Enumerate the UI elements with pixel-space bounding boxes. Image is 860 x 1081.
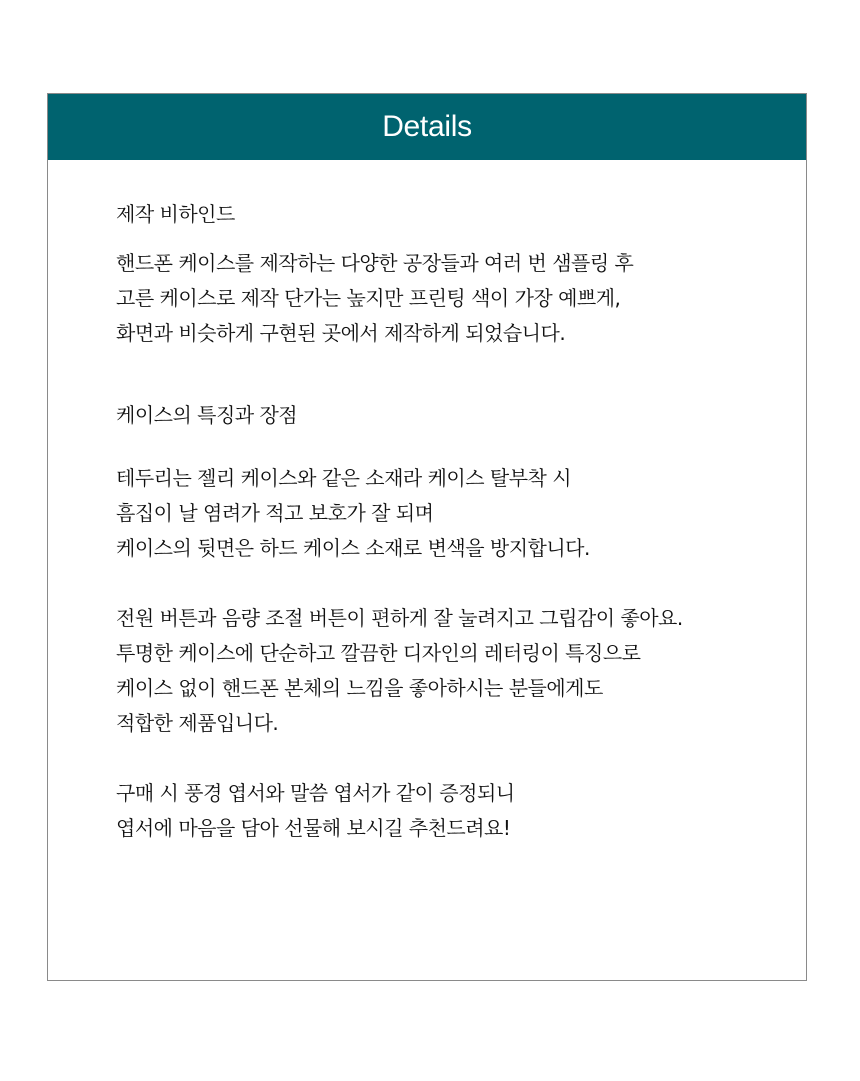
- text-line: 적합한 제품입니다.: [116, 711, 279, 735]
- text-line: 전원 버튼과 음량 조절 버튼이 편하게 잘 눌려지고 그립감이 좋아요.: [116, 606, 683, 630]
- text-line: 고른 케이스로 제작 단가는 높지만 프린팅 색이 가장 예쁘게,: [116, 286, 621, 310]
- text-line: 엽서에 마음을 담아 선물해 보시길 추천드려요!: [116, 816, 511, 840]
- features-paragraph-3: [116, 776, 806, 846]
- text-line: 케이스 없이 핸드폰 본체의 느낌을 좋아하시는 분들에게도: [116, 676, 603, 700]
- section-title-behind: 제작 비하인드: [116, 202, 235, 226]
- text-line: 핸드폰 케이스를 제작하는 다양한 공장들과 여러 번 샘플링 후: [116, 251, 634, 275]
- section-title-features: 케이스의 특징과 장점: [116, 403, 298, 427]
- text-line: 구매 시 풍경 엽서와 말씀 엽서가 같이 증정되니: [116, 781, 515, 805]
- text-line: 투명한 케이스에 단순하고 깔끔한 디자인의 레터링이 특징으로: [116, 641, 641, 665]
- details-card: [47, 93, 807, 981]
- details-title: Details: [382, 110, 472, 143]
- text-line: 케이스의 뒷면은 하드 케이스 소재로 변색을 방지합니다.: [116, 536, 590, 560]
- details-body: [48, 160, 806, 846]
- text-line: 화면과 비슷하게 구현된 곳에서 제작하게 되었습니다.: [116, 321, 566, 345]
- features-paragraph-1: [116, 461, 806, 566]
- behind-paragraph: [116, 246, 806, 351]
- features-paragraph-2: [116, 601, 806, 741]
- details-header: [48, 94, 806, 160]
- text-line: 테두리는 젤리 케이스와 같은 소재라 케이스 탈부착 시: [116, 466, 572, 490]
- text-line: 흠집이 날 염려가 적고 보호가 잘 되며: [116, 501, 434, 525]
